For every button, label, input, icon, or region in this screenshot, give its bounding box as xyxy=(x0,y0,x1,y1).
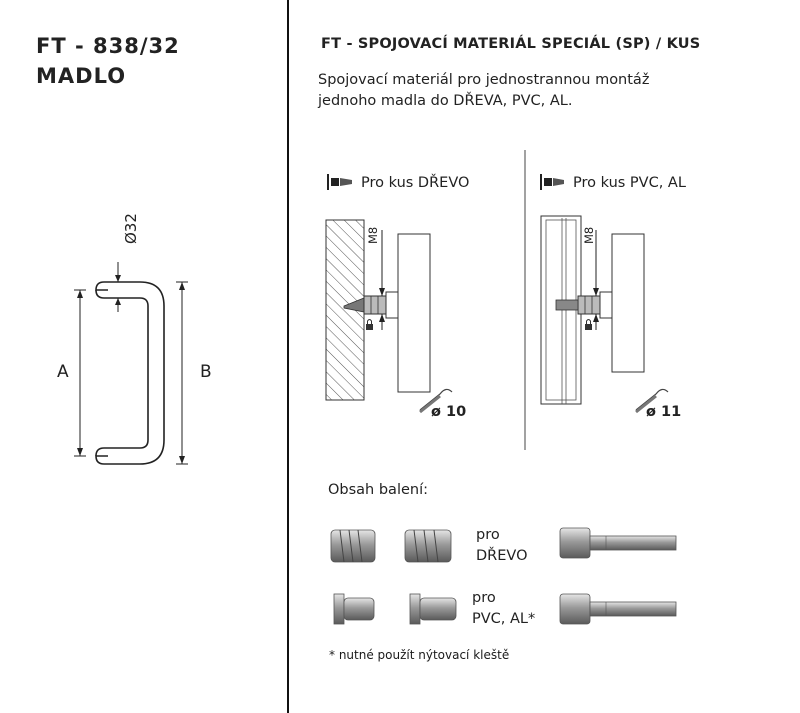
section-heading: FT - SPOJOVACÍ MATERIÁL SPECIÁL (SP) / KUS xyxy=(321,36,701,52)
pvc-package-line2: PVC, AL* xyxy=(472,611,536,627)
diameter-label: Ø32 xyxy=(122,213,140,244)
product-name: MADLO xyxy=(36,64,127,88)
dimension-a-label: A xyxy=(57,362,69,382)
wood-package-line2: DŘEVO xyxy=(476,548,528,564)
product-code: FT - 838/32 xyxy=(36,34,180,58)
bolt-2 xyxy=(560,594,676,624)
dimension-b-label: B xyxy=(200,362,212,382)
section-description: Spojovací materiál pro jednostrannou montáž jednoho madla do DŘEVA, PVC, AL. xyxy=(318,72,650,109)
wood-insert-1 xyxy=(331,530,375,562)
wood-thread-label: M8 xyxy=(366,226,380,244)
wood-package-line1: pro xyxy=(476,527,500,543)
wood-drill-label: ø 10 xyxy=(431,404,467,420)
pvc-package-line1: pro xyxy=(472,590,496,606)
rivet-nut-2 xyxy=(410,594,456,624)
package-title: Obsah balení: xyxy=(328,482,428,498)
pvc-thread-label: M8 xyxy=(582,226,596,244)
pvc-variant-label: Pro kus PVC, AL xyxy=(573,175,686,191)
wood-insert-2 xyxy=(405,530,451,562)
footnote: * nutné použít nýtovací kleště xyxy=(329,648,510,662)
bolt-1 xyxy=(560,528,676,558)
rivet-nut-1 xyxy=(334,594,374,624)
pvc-drill-label: ø 11 xyxy=(646,404,682,420)
wood-variant-label: Pro kus DŘEVO xyxy=(361,175,470,191)
